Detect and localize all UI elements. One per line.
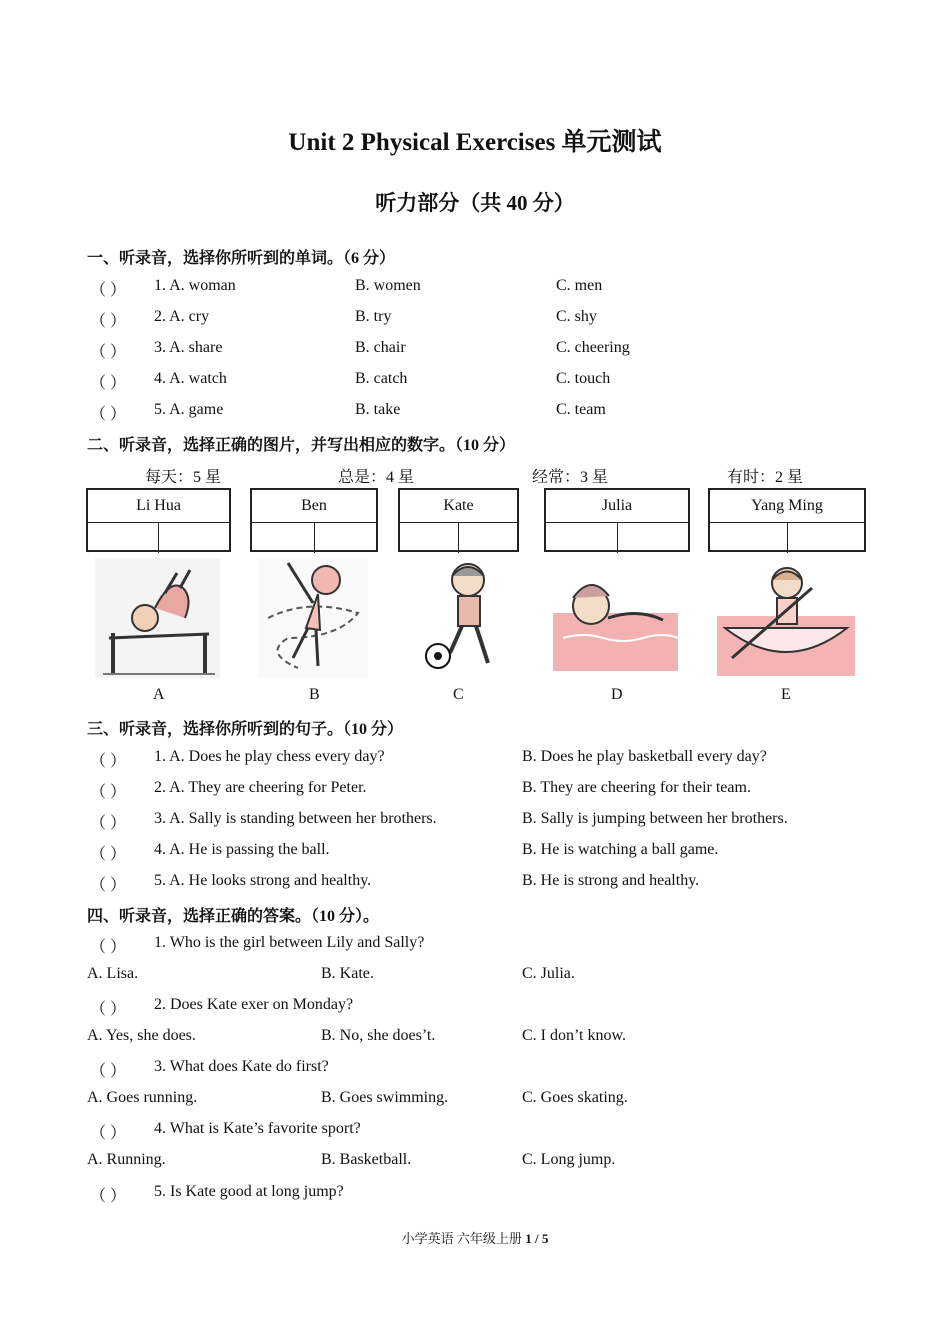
sec3-q1-option-a: 1. A. Does he play chess every day? (154, 748, 385, 765)
picture-letter-b: B (309, 686, 320, 703)
picture-letter-e: E (781, 686, 791, 703)
section-3-heading: 三、听录音，选择你所听到的句子。（10 分） (87, 721, 404, 738)
sec3-q3-option-b: B. Sally is jumping between her brothers. (522, 810, 788, 827)
name-label: Yang Ming (710, 490, 864, 523)
sec1-q5-option-b: B. take (355, 401, 401, 418)
sec4-q3-question: 3. What does Kate do first? (154, 1058, 329, 1075)
sec4-q1-question: 1. Who is the girl between Lily and Sally? (154, 934, 425, 951)
answer-blank[interactable]: （ ） (90, 784, 127, 801)
name-box-yang-ming (708, 488, 866, 552)
answer-cell[interactable] (159, 523, 229, 553)
answer-cell[interactable] (400, 523, 459, 553)
sec4-q4-question: 4. What is Kate’s favorite sport? (154, 1120, 361, 1137)
answer-cell[interactable] (88, 523, 159, 553)
picture-letter-a: A (153, 686, 165, 703)
sec4-q5-question: 5. Is Kate good at long jump? (154, 1183, 344, 1200)
name-label: Kate (400, 490, 517, 523)
answer-cell[interactable] (710, 523, 788, 553)
sec3-q2-option-b: B. They are cheering for their team. (522, 779, 751, 796)
answer-blank[interactable]: （ ） (90, 1001, 127, 1018)
sec4-q4-option-a: A. Running. (87, 1151, 166, 1168)
sec1-q4-option-c: C. touch (556, 370, 611, 387)
legend-always: 总是：4 星 (338, 469, 415, 486)
answer-blank[interactable]: （ ） (90, 1063, 127, 1080)
sec4-q4-option-c: C. Long jump. (522, 1151, 616, 1168)
sec1-q2-option-c: C. shy (556, 308, 597, 325)
sec4-q2-option-b: B. No, she does’t. (321, 1027, 436, 1044)
answer-blank[interactable]: （ ） (90, 846, 127, 863)
sec3-q2-option-a: 2. A. They are cheering for Peter. (154, 779, 367, 796)
name-label: Li Hua (88, 490, 229, 523)
sec4-q3-option-a: A. Goes running. (87, 1089, 198, 1106)
answer-blank[interactable]: （ ） (90, 375, 127, 392)
sec4-q1-option-b: B. Kate. (321, 965, 374, 982)
sec4-q3-option-b: B. Goes swimming. (321, 1089, 449, 1106)
answer-blank[interactable]: （ ） (90, 939, 127, 956)
sec4-q1-option-c: C. Julia. (522, 965, 575, 982)
answer-blank[interactable]: （ ） (90, 1125, 127, 1142)
legend-sometimes: 有时：2 星 (727, 469, 804, 486)
answer-blank[interactable]: （ ） (90, 877, 127, 894)
sec3-q1-option-b: B. Does he play basketball every day? (522, 748, 767, 765)
swimming-picture (553, 558, 681, 673)
sec4-q1-option-a: A. Lisa. (87, 965, 139, 982)
rowing-picture (717, 558, 855, 678)
name-box-ben (250, 488, 378, 552)
section-4-heading: 四、听录音，选择正确的答案。（10 分）。 (87, 908, 380, 925)
legend-often: 经常：3 星 (532, 469, 609, 486)
sec3-q5-option-b: B. He is strong and healthy. (522, 872, 700, 889)
football-picture (410, 558, 510, 678)
sec3-q4-option-b: B. He is watching a ball game. (522, 841, 719, 858)
high-jump-picture (95, 558, 220, 678)
sec4-q3-option-c: C. Goes skating. (522, 1089, 628, 1106)
answer-blank[interactable]: （ ） (90, 344, 127, 361)
answer-cell[interactable] (315, 523, 377, 553)
sec3-q3-option-a: 3. A. Sally is standing between her brothers. (154, 810, 437, 827)
sec1-q4-option-b: B. catch (355, 370, 408, 387)
sec1-q1-option-c: C. men (556, 277, 603, 294)
page-number: 1 (525, 1231, 532, 1246)
name-box-li-hua (86, 488, 231, 552)
sec1-q5-option-c: C. team (556, 401, 606, 418)
answer-blank[interactable]: （ ） (90, 282, 127, 299)
page-title: Unit 2 Physical Exercises 单元测试 (288, 129, 662, 156)
name-box-kate (398, 488, 519, 552)
answer-blank[interactable]: （ ） (90, 313, 127, 330)
answer-cell[interactable] (618, 523, 689, 553)
page-total: 5 (541, 1231, 549, 1246)
page-footer (0, 1228, 950, 1247)
sec1-q1-option-b: B. women (355, 277, 421, 294)
answer-cell[interactable] (252, 523, 315, 553)
answer-blank[interactable]: （ ） (90, 815, 127, 832)
name-box-julia (544, 488, 690, 552)
sec1-q2-option-b: B. try (355, 308, 392, 325)
sec4-q2-option-a: A. Yes, she does. (87, 1027, 196, 1044)
sec1-q1-option-a: 1. A. woman (154, 277, 236, 294)
legend-every-day: 每天：5 星 (145, 469, 222, 486)
running-picture (258, 558, 368, 678)
answer-cell[interactable] (788, 523, 865, 553)
name-label: Ben (252, 490, 376, 523)
answer-cell[interactable] (459, 523, 517, 553)
picture-letter-c: C (453, 686, 464, 703)
sec4-q2-question: 2. Does Kate exer on Monday? (154, 996, 354, 1013)
answer-cell[interactable] (546, 523, 618, 553)
sec1-q2-option-a: 2. A. cry (154, 308, 210, 325)
name-label: Julia (546, 490, 688, 523)
answer-blank[interactable]: （ ） (90, 1188, 127, 1205)
sec3-q4-option-a: 4. A. He is passing the ball. (154, 841, 330, 858)
section-2-heading: 二、听录音，选择正确的图片，并写出相应的数字。（10 分） (87, 437, 516, 454)
page-separator: / (531, 1231, 542, 1246)
picture-letter-d: D (611, 686, 623, 703)
sec4-q2-option-c: C. I don’t know. (522, 1027, 626, 1044)
sec4-q4-option-b: B. Basketball. (321, 1151, 412, 1168)
sec1-q3-option-b: B. chair (355, 339, 406, 356)
sec1-q5-option-a: 5. A. game (154, 401, 224, 418)
section-subtitle: 听力部分（共 40 分） (375, 191, 575, 215)
sec1-q3-option-c: C. cheering (556, 339, 630, 356)
sec1-q4-option-a: 4. A. watch (154, 370, 227, 387)
footer-text: 小学英语 六年级上册 (401, 1231, 526, 1246)
section-1-heading: 一、听录音，选择你所听到的单词。（6 分） (87, 250, 396, 267)
answer-blank[interactable]: （ ） (90, 406, 127, 423)
sec1-q3-option-a: 3. A. share (154, 339, 223, 356)
answer-blank[interactable]: （ ） (90, 753, 127, 770)
sec3-q5-option-a: 5. A. He looks strong and healthy. (154, 872, 372, 889)
